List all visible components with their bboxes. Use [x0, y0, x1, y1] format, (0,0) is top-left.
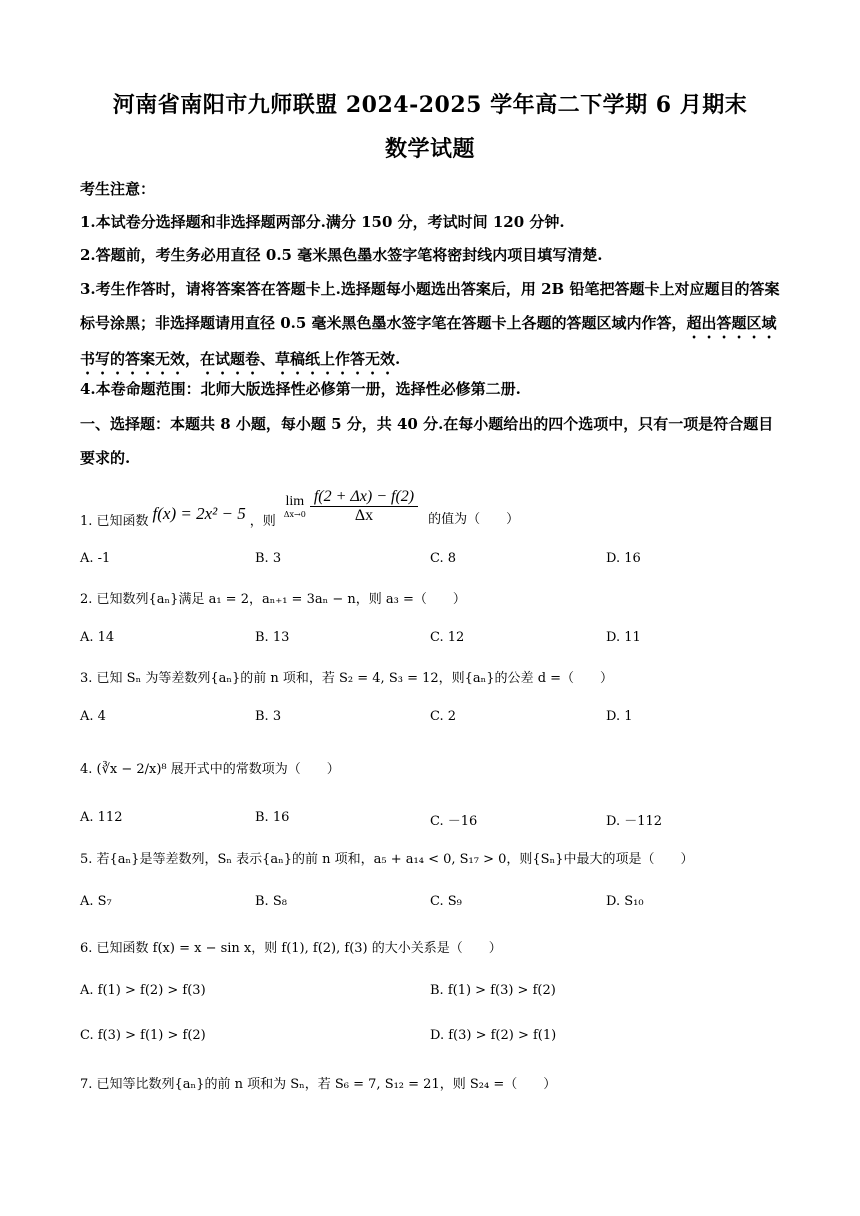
q2-option-d: D. 11 — [606, 630, 641, 645]
question-4: 4. (∛x − 2/x)⁸ 展开式中的常数项为（ ） — [80, 762, 340, 777]
section-heading: 一、选择题：本题共 8 小题，每小题 5 分，共 40 分.在每小题给出的四个选项中，只有一项是符合题目要求的. — [80, 415, 774, 467]
q3-option-c: C. 2 — [430, 709, 457, 724]
q4-option-a: A. 112 — [80, 810, 123, 825]
q1-suffix: 的值为（ ） — [428, 512, 520, 527]
q1-prefix: 1. 已知函数 — [80, 514, 149, 529]
q1-limit — [284, 494, 306, 519]
exam-subtitle: 数学试题 — [384, 136, 475, 162]
q1-fraction-numerator: f(2 + Δx) − f(2) — [310, 488, 418, 507]
q6-option-a: A. f(1) > f(2) > f(3) — [80, 983, 206, 998]
question-1 — [80, 484, 519, 529]
notice-item-2: 2.答题前，考生务必用直径 0.5 毫米黑色墨水签字笔将密封线内项目填写清楚. — [80, 246, 603, 264]
q3-option-d: D. 1 — [606, 709, 633, 724]
question-3: 3. 已知 Sₙ 为等差数列{aₙ}的前 n 项和，若 S₂ = 4, S₃ = 12，则{aₙ}的公差 d =（ ） — [80, 671, 614, 686]
notice-item-4: 4.本卷命题范围：北师大版选择性必修第一册，选择性必修第二册. — [80, 380, 521, 398]
q1-option-a: A. -1 — [80, 551, 111, 566]
q4-option-b: B. 16 — [255, 810, 290, 825]
q3-option-b: B. 3 — [255, 709, 282, 724]
question-5: 5. 若{aₙ}是等差数列，Sₙ 表示{aₙ}的前 n 项和，a₅ + a₁₄ < 0, S₁₇ > 0，则{Sₙ}中最大的项是（ ） — [80, 852, 694, 867]
q6-option-c: C. f(3) > f(1) > f(2) — [80, 1028, 206, 1043]
exam-title: 河南省南阳市九师联盟 2024-2025 学年高二下学期 6 月期末 — [112, 92, 748, 118]
q1-mid: ，则 — [249, 514, 276, 529]
q3-option-a: A. 4 — [80, 709, 106, 724]
q1-fraction-denominator: Δx — [354, 507, 374, 524]
q6-option-d: D. f(3) > f(2) > f(1) — [430, 1028, 557, 1043]
q1-function: f(x) = 2x² − 5 — [152, 503, 246, 523]
question-2: 2. 已知数列{aₙ}满足 a₁ = 2，aₙ₊₁ = 3aₙ − n，则 a₃ =（ ） — [80, 592, 466, 607]
notice-heading: 考生注意： — [80, 180, 156, 198]
q5-option-b: B. S₈ — [255, 894, 287, 909]
q5-option-d: D. S₁₀ — [606, 894, 644, 909]
q2-option-b: B. 13 — [255, 630, 290, 645]
notice-item-3-text: 3.考生作答时，请将答案答在答题卡上.选择题每小题选出答案后，用 2B 铅笔把答题卡上对应题目的答案标号涂黑；非选择题请用直径 0.5 毫米黑色墨水签字笔在答题卡上各题的答题区域内作答， — [80, 280, 780, 332]
q2-option-a: A. 14 — [80, 630, 115, 645]
q2-option-c: C. 12 — [430, 630, 465, 645]
q4-option-c: C. －16 — [430, 814, 478, 829]
q4-option-d: D. －112 — [606, 814, 663, 829]
q5-option-a: A. S₇ — [80, 894, 112, 909]
q6-option-b: B. f(1) > f(3) > f(2) — [430, 983, 556, 998]
question-6: 6. 已知函数 f(x) = x − sin x，则 f(1), f(2), f(3) 的大小关系是（ ） — [80, 941, 502, 956]
notice-item-1: 1.本试卷分选择题和非选择题两部分.满分 150 分，考试时间 120 分钟. — [80, 213, 565, 231]
q1-option-b: B. 3 — [255, 551, 282, 566]
q1-option-c: C. 8 — [430, 551, 457, 566]
notice-item-3-emphasis: 超出答题区域书写的答案无效，在试题卷、草稿纸上作答无效. — [80, 314, 777, 368]
q1-lim-subscript: Δx→0 — [283, 510, 306, 519]
notice-item-3 — [80, 272, 786, 378]
question-7: 7. 已知等比数列{aₙ}的前 n 项和为 Sₙ，若 S₆ = 7, S₁₂ = 21，则 S₂₄ =（ ） — [80, 1077, 557, 1092]
q1-option-d: D. 16 — [606, 551, 641, 566]
q1-fraction — [310, 488, 418, 525]
q1-lim-label: lim — [285, 494, 305, 509]
q5-option-c: C. S₉ — [430, 894, 462, 909]
